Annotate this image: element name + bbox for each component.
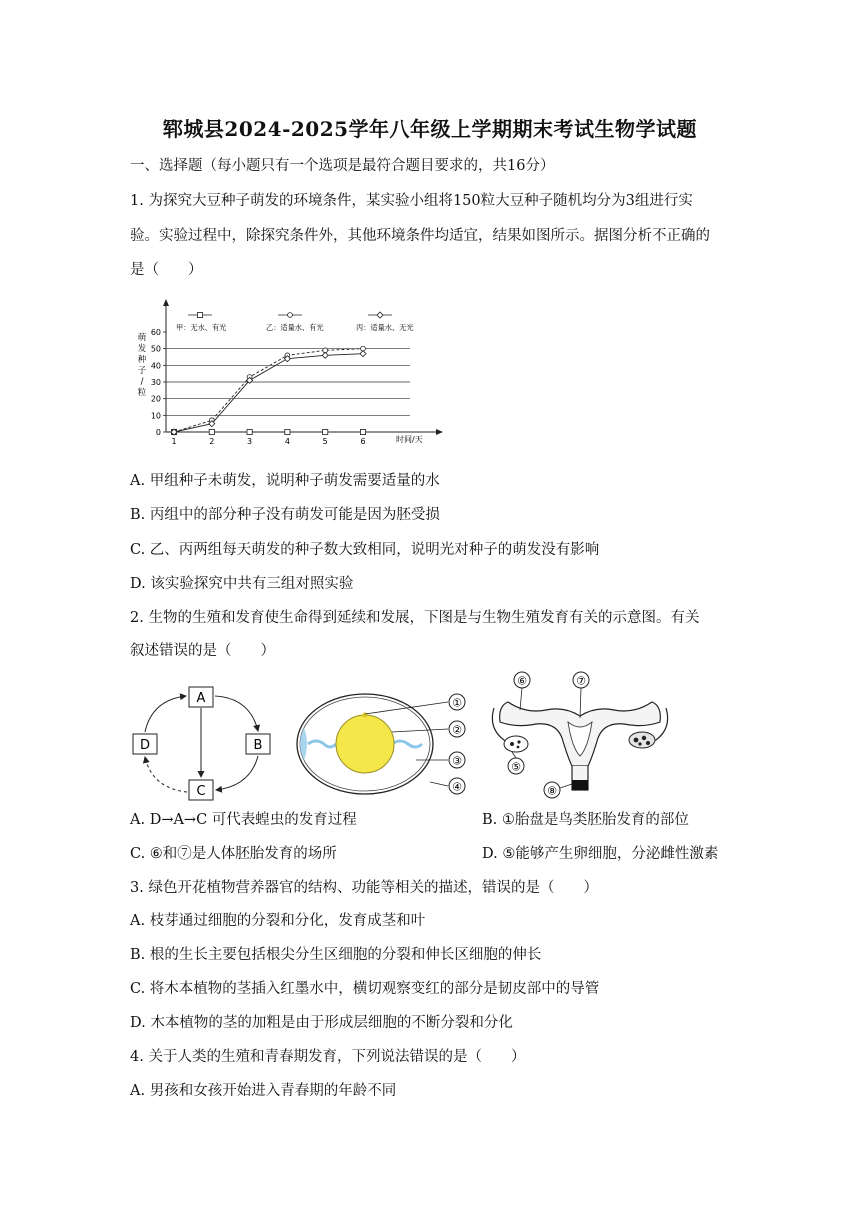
- x-tick-label-1: 1: [171, 437, 177, 446]
- chart-series: [171, 346, 366, 435]
- germinal-disc: [363, 713, 368, 718]
- vaginal-opening: [572, 780, 588, 790]
- q1-stem-line-3: 是（ ）: [130, 262, 203, 278]
- egg-label-2: ②: [452, 723, 462, 737]
- q2-option-c: C. ⑥和⑦是人体胚胎发育的场所: [130, 846, 337, 862]
- y-tick-label-40: 40: [150, 361, 161, 371]
- arrow-a-to-b: [215, 696, 258, 731]
- chart-axes: [163, 299, 443, 435]
- y-label-char-2: 种: [137, 355, 147, 365]
- series-0-point-3: [247, 429, 252, 434]
- section-heading: 一、选择题（每小题只有一个选项是最符合题目要求的，共16分）: [130, 158, 555, 174]
- arrow-d-to-a: [145, 696, 186, 732]
- legend-label-1: 乙：适量水、有光: [266, 323, 324, 332]
- chart-y-tick-labels: [151, 328, 161, 437]
- ovary-right: [629, 732, 655, 748]
- legend-marker-0: [197, 312, 202, 317]
- q3-option-b: B. 根的生长主要包括根尖分生区细胞的分裂和伸长区细胞的伸长: [130, 947, 542, 963]
- x-tick-label-4: 4: [284, 437, 290, 446]
- series-0-point-4: [285, 429, 290, 434]
- y-tick-label-50: 50: [150, 344, 161, 354]
- ovary-left: [504, 736, 528, 752]
- chart-x-axis-label: 时间/天: [396, 435, 423, 444]
- arrow-c-to-d: [145, 757, 187, 792]
- series-2-point-6: [360, 351, 366, 357]
- y-tick-label-30: 30: [150, 378, 161, 387]
- uterus-label-7: ⑦: [576, 674, 586, 688]
- series-0-point-6: [360, 429, 365, 434]
- egg-label-3: ③: [452, 754, 462, 768]
- q1-stem-line-2: 验。实验过程中，除探究条件外，其他环境条件均适宜，结果如图所示。据图分析不正确的: [130, 228, 710, 244]
- chart-legend: [176, 312, 414, 332]
- legend-marker-2: [377, 312, 383, 318]
- q3-stem: 3. 绿色开花植物营养器官的结构、功能等相关的描述，错误的是（ ）: [130, 880, 598, 896]
- uterus-label-8: ⑧: [547, 784, 557, 798]
- stage-c-label: C: [196, 784, 206, 799]
- stage-b-label: B: [253, 738, 263, 753]
- series-2-point-5: [322, 352, 328, 358]
- q2-stem-line-1: 2. 生物的生殖和发育使生命得到延续和发展，下图是与生物生殖发育有关的示意图。有关: [130, 610, 700, 626]
- q4-option-a: A. 男孩和女孩开始进入青春期的年龄不同: [130, 1083, 397, 1099]
- q2-option-a: A. D→A→C 可代表蝗虫的发育过程: [130, 812, 357, 828]
- yolk: [336, 715, 394, 773]
- y-tick-label-10: 10: [150, 411, 161, 421]
- germination-line-chart: [130, 296, 450, 456]
- y-tick-label-0: 0: [155, 428, 161, 437]
- arrow-b-to-c: [216, 756, 258, 790]
- q3-option-a: A. 枝芽通过细胞的分裂和分化，发育成茎和叶: [130, 913, 426, 929]
- legend-label-2: 丙：适量水、无光: [356, 323, 414, 332]
- egg-label-1: ①: [452, 696, 462, 710]
- stage-a-label: A: [196, 691, 206, 706]
- y-label-char-5: 粒: [137, 388, 147, 398]
- egg-label-4: ④: [452, 780, 462, 794]
- q1-option-d: D. 该实验探究中共有三组对照实验: [130, 576, 354, 592]
- q4-stem: 4. 关于人类的生殖和青春期发育，下列说法错误的是（ ）: [130, 1049, 526, 1065]
- life-cycle-diagram: [130, 682, 280, 804]
- y-tick-label-20: 20: [150, 394, 161, 404]
- series-0-point-2: [209, 429, 214, 434]
- series-0-point-5: [323, 429, 328, 434]
- y-tick-label-60: 60: [150, 328, 161, 337]
- chart-y-axis-label: [138, 332, 147, 398]
- series-line-1: [174, 349, 363, 432]
- y-label-char-1: 发: [137, 344, 147, 354]
- x-tick-label-5: 5: [322, 437, 328, 446]
- q1-option-a: A. 甲组种子未萌发，说明种子萌发需要适量的水: [130, 473, 440, 489]
- q1-option-b: B. 丙组中的部分种子没有萌发可能是因为胚受损: [130, 507, 440, 523]
- y-label-char-3: 子: [137, 366, 147, 376]
- uterus-label-6: ⑥: [517, 674, 527, 688]
- bird-egg-diagram: [292, 688, 472, 800]
- q3-option-c: C. 将木本植物的茎插入红墨水中，横切观察变红的部分是韧皮部中的导管: [130, 981, 600, 997]
- legend-marker-1: [288, 313, 293, 318]
- x-tick-label-6: 6: [360, 437, 366, 446]
- stage-d-label: D: [139, 738, 151, 753]
- q2-option-b: B. ①胎盘是鸟类胚胎发育的部位: [482, 812, 689, 828]
- chart-x-tick-labels: [171, 437, 365, 446]
- legend-label-0: 甲：无水、有光: [176, 323, 227, 332]
- q1-stem-line-1: 1. 为探究大豆种子萌发的环境条件，某实验小组将150粒大豆种子随机均分为3组进行实: [130, 193, 693, 209]
- q2-stem-line-2: 叙述错误的是（ ）: [130, 643, 275, 659]
- x-tick-label-3: 3: [247, 437, 253, 446]
- x-axis-arrow: [436, 429, 443, 435]
- q1-option-c: C. 乙、丙两组每天萌发的种子数大致相同，说明光对种子的萌发没有影响: [130, 542, 600, 558]
- female-reproductive-system-diagram: [484, 666, 676, 806]
- uterus-label-5: ⑤: [511, 760, 521, 774]
- x-tick-label-2: 2: [209, 437, 215, 446]
- y-axis-arrow: [163, 299, 169, 306]
- page-title: 郓城县2024-2025学年八年级上学期期末考试生物学试题: [162, 117, 698, 141]
- y-label-char-4: /: [140, 377, 144, 387]
- q3-option-d: D. 木本植物的茎的加粗是由于形成层细胞的不断分裂和分化: [130, 1015, 513, 1031]
- y-label-char-0: 萌: [137, 333, 147, 343]
- q2-option-d: D. ⑤能够产生卵细胞，分泌雌性激素: [482, 846, 719, 862]
